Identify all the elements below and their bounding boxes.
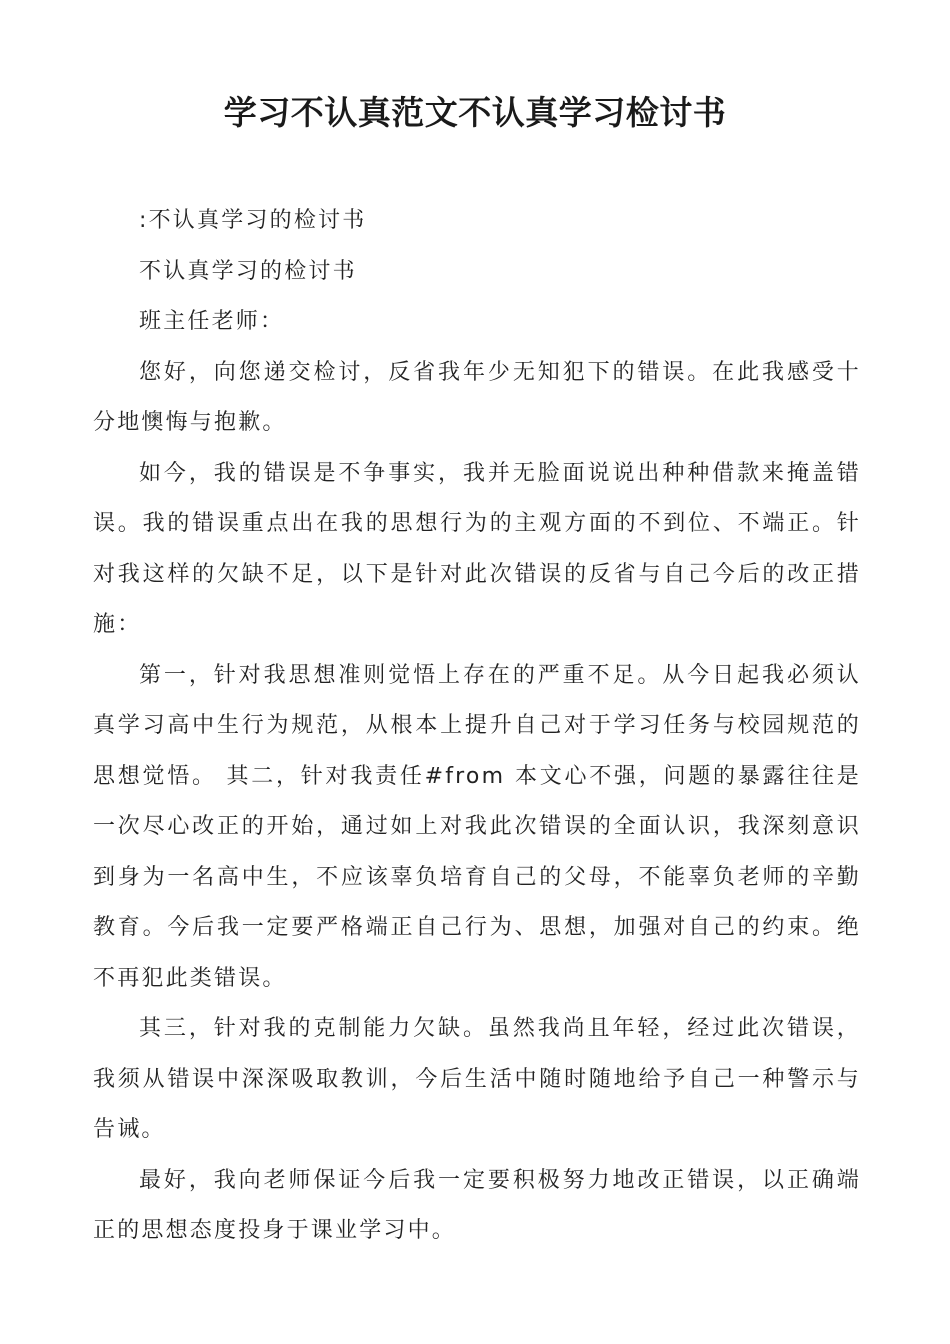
paragraph-third-measure: 其三，针对我的克制能力欠缺。虽然我尚且年轻，经过此次错误，我须从错误中深深吸取教训，今后生活中随时随地给予自己一种警示与告诫。 xyxy=(93,1016,861,1142)
document-body xyxy=(93,196,861,1257)
document-title: 学习不认真范文不认真学习检讨书 xyxy=(223,93,727,132)
paragraph-heading: 不认真学习的检讨书 xyxy=(139,258,357,284)
paragraph-salutation: 班主任老师： xyxy=(139,309,285,334)
paragraph-reflection: 如今，我的错误是不争事实，我并无脸面说说出种种借款来掩盖错误。我的错误重点出在我的思想行为的主观方面的不到位、不端正。针对我这样的欠缺不足，以下是针对此次错误的反省与自己今后的改正措施： xyxy=(93,460,861,637)
paragraph-opening: 您好，向您递交检讨，反省我年少无知犯下的错误。在此我感受十分地懊悔与抱歉。 xyxy=(93,359,861,435)
paragraph-closing: 最好，我向老师保证今后我一定要积极努力地改正错误，以正确端正的思想态度投身于课业学习中。 xyxy=(93,1167,861,1243)
paragraph-first-measure: 第一，针对我思想准则觉悟上存在的严重不足。从今日起我必须认真学习高中生行为规范，从根本上提升自己对于学习任务与校园规范的思想觉悟。 其二，针对我责任#from 本文心不强，问题的暴露往往是一次尽心改正的开始，通过如上对我此次错误的全面认识，我深刻意识到身为一名高中生，不应该辜负培育自己的父母，不能辜负老师的辛勤教育。今后我一定要严格端正自己行为、思想，加强对自己的约束。绝不再犯此类错误。 xyxy=(93,662,861,991)
paragraph-subtitle: :不认真学习的检讨书 xyxy=(139,208,367,233)
